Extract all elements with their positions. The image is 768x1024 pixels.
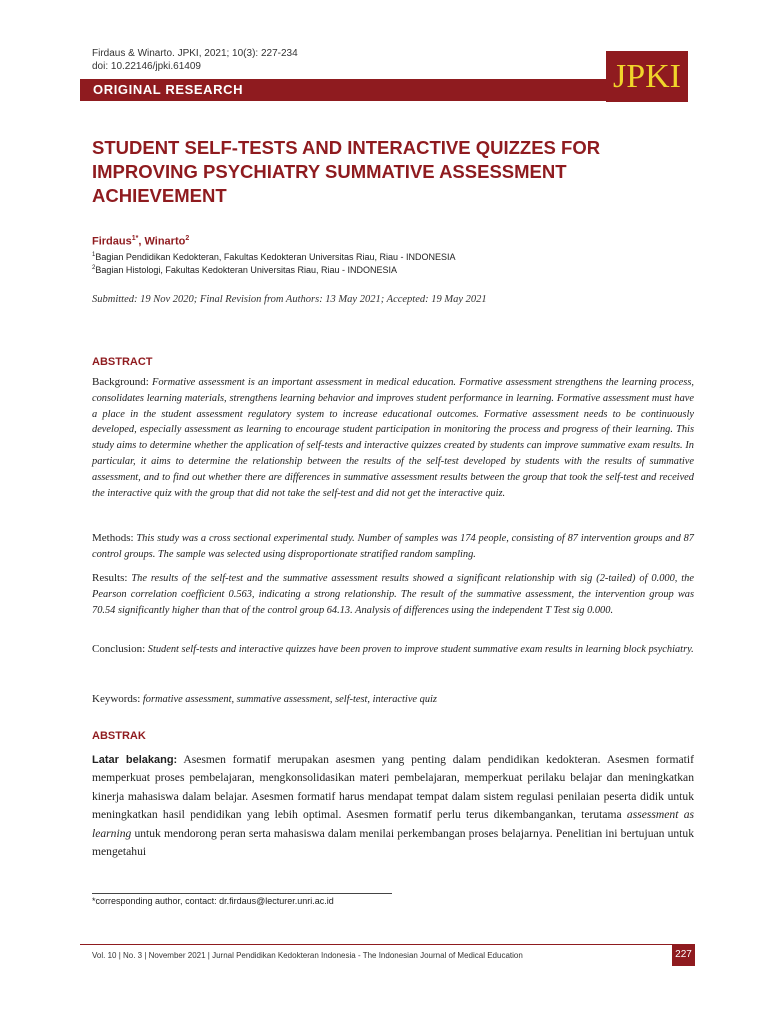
- abstrak-heading: ABSTRAK: [92, 730, 146, 742]
- abstract-heading: ABSTRACT: [92, 356, 153, 368]
- results-label: Results:: [92, 572, 128, 584]
- corresponding-author-footnote: *corresponding author, contact: dr.firdaus@lecturer.unri.ac.id: [92, 896, 334, 906]
- keywords-text: formative assessment, summative assessment, self-test, interactive quiz: [142, 694, 437, 705]
- author-superscript: 1*: [131, 235, 139, 242]
- affiliation: [92, 265, 397, 275]
- author-separator: ,: [138, 235, 145, 248]
- article-title: [92, 136, 692, 208]
- abstrak-text: Asesmen formatif merupakan asesmen yang penting dalam pendidikan kedokteran. Asesmen formatif memperkuat proses pembelajaran, mengkonsolidasikan materi pembelajaran, memperkuat perilaku belajar dan meningkatkan kinerja mahasiswa dalam belajar. Asesmen formatif harus mendapat tempat dalam sistem regulasi penilaian peserta didik untuk meningkatkan hasil pendidikan yang lebih optimal. Asesmen formatif perlu terus dikembangankan, terutama: [92, 753, 694, 822]
- keywords: [92, 692, 694, 708]
- methods-label: Methods:: [92, 532, 134, 544]
- affiliation-text: Bagian Pendidikan Kedokteran, Fakultas Kedokteran Universitas Riau, Riau - INDONESIA: [95, 252, 456, 262]
- footnote-divider: [92, 893, 392, 894]
- banner-label: ORIGINAL RESEARCH: [93, 82, 244, 97]
- abstrak-label: Latar belakang:: [92, 754, 178, 766]
- page-number: 227: [672, 944, 695, 966]
- abstract-background: [92, 375, 694, 501]
- journal-logo: JPKI: [606, 51, 688, 102]
- title-line: ACHIEVEMENT: [92, 185, 227, 206]
- abstract-conclusion: [92, 642, 694, 658]
- results-text: The results of the self-test and the summative assessment results showed a significant relationship with sig (2-tailed) of 0.000, the Pearson correlation coefficient 0.563, indicating a strong relationship. The result of the summative assessment, the intervention group was 70.54 significantly higher than that of the control group 64.13. Analysis of differences using the independent T Test sig 0.000.: [92, 573, 694, 616]
- author-name: Winarto: [144, 235, 186, 248]
- author-superscript: 2: [185, 235, 190, 242]
- abstract-methods: [92, 531, 694, 563]
- keywords-label: Keywords:: [92, 693, 141, 705]
- conclusion-text: Student self-tests and interactive quizzes have been proven to improve student summative exam results in learning block psychiatry.: [147, 644, 694, 655]
- doi-line: doi: 10.22146/jpki.61409: [92, 61, 201, 72]
- affiliation-text: Bagian Histologi, Fakultas Kedokteran Universitas Riau, Riau - INDONESIA: [95, 265, 397, 275]
- citation-block: [92, 47, 298, 73]
- affiliation: [92, 252, 456, 262]
- section-banner: [80, 79, 608, 101]
- author-name: Firdaus: [92, 235, 132, 248]
- conclusion-label: Conclusion:: [92, 643, 146, 655]
- abstrak-body: [92, 751, 694, 861]
- affiliation-superscript: 1: [92, 252, 96, 258]
- affiliation-superscript: 2: [92, 265, 96, 271]
- abstrak-text: untuk mendorong peran serta mahasiswa dalam menilai perkembangan proses belajarnya. Penelitian ini bertujuan untuk mengetahui: [92, 826, 694, 859]
- title-line: IMPROVING PSYCHIATRY SUMMATIVE ASSESSMENT: [92, 161, 567, 182]
- methods-text: This study was a cross sectional experimental study. Number of samples was 174 people, consisting of 87 intervention groups and 87 control groups. The sample was selected using disproportionate stratified random sampling.: [92, 533, 694, 560]
- author-list: [92, 235, 189, 248]
- journal-footer: Vol. 10 | No. 3 | November 2021 | Jurnal Pendidikan Kedokteran Indonesia - The Indonesian Journal of Medical Education: [92, 951, 523, 960]
- title-line: STUDENT SELF-TESTS AND INTERACTIVE QUIZZES FOR: [92, 137, 601, 158]
- background-text: Formative assessment is an important assessment in medical education. Formative assessment strengthens the learning process, consolidates learning materials, strengthens learning behavior and improves student performance in learning. Formative assessment must have a place in the student assessment regulatory system to increase educational outcomes. Formative assessment needs to be continuously developed, especially assessment as learning to encourage student participation in monitoring the process and progress of their learning. This study aims to determine whether the application of self-tests and interactive quizzes created by students can improve summative exam results. In particular, it aims to determine the relationship between the results of the self-test developed by students with the results of summative assessment, and to find out whether there are differences in summative assessment results between the group that took the self-test and received the interactive quiz with the group that did not take the self-test and did not get the interactive quiz.: [92, 377, 694, 499]
- abstrak-italic-text: assessment as learning: [92, 808, 695, 840]
- abstract-results: [92, 571, 694, 618]
- submission-dates: Submitted: 19 Nov 2020; Final Revision from Authors: 13 May 2021; Accepted: 19 May 2021: [92, 294, 487, 305]
- citation-line: Firdaus & Winarto. JPKI, 2021; 10(3): 227-234: [92, 48, 298, 59]
- background-label: Background:: [92, 376, 149, 388]
- footer-divider: [80, 944, 672, 945]
